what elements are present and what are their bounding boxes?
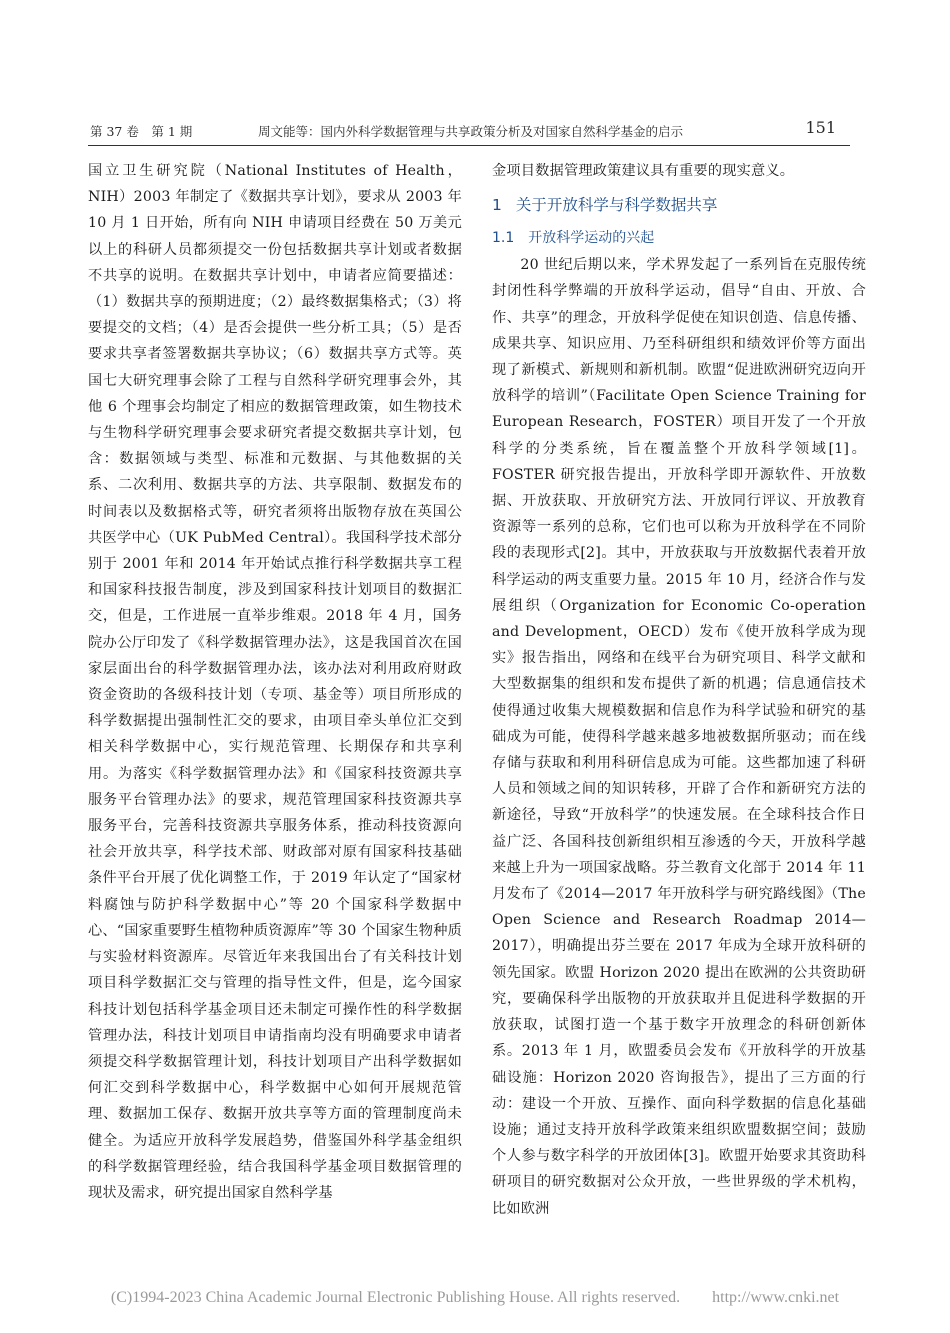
left-column (88, 158, 462, 1206)
copyright-footer: (C)1994-2023 China Academic Journal Electronic Publishing House. All rights reserved. http://www.cnki.net (110, 1289, 840, 1306)
section-title: 关于开放科学与科学数据共享 (515, 196, 718, 215)
subsection-heading (492, 224, 866, 252)
body-paragraph: 20 世纪后期以来，学术界发起了一系列旨在克服传统封闭性科学弊端的开放科学运动，倡导“自由、开放、合作、共享”的理念，开放科学促使在知识创造、信息传播、成果共享、知识应用、乃至科研组织和绩效评价等方面出现了新模式、新规则和新机制。欧盟“促进欧洲研究迈向开放科学的培训”（Facilitate Open Science Training for European Research，FOSTER）项目开发了一个开放科学的分类系统，旨在覆盖整个开放科学领域[1]。FOSTER 研究报告提出，开放科学即开源软件、开放数据、开放获取、开放研究方法、开放同行评议、开放教育资源等一系列的总称，它们也可以称为开放科学在不同阶段的表现形式[2]。其中，开放获取与开放数据代表着开放科学运动的两支重要力量。2015 年 10 月，经济合作与发展组织（Organization for Economic Co-operation and Development，OECD）发布《使开放科学成为现实》报告指出，网络和在线平台为研究项目、科学文献和大型数据集的组织和发布提供了新的机遇；信息通信技术使得通过收集大规模数据和信息作为科学试验和研究的基础成为可能，使得科学越来越多地被数据所驱动；而在线存储与获取和利用科研信息成为可能。这些都加速了科研人员和领域之间的知识转移，开辟了合作和新研究方法的新途径，导致“开放科学”的快速发展。在全球科技合作日益广泛、各国科技创新组织相互渗透的今天，开放科学越来越上升为一项国家战略。芬兰教育文化部于 2014 年 11 月发布了《2014—2017 年开放科学与研究路线图》（The Open Science and Research Roadmap 2014—2017），明确提出芬兰要在 2017 年成为全球开放科研的领先国家。欧盟 Horizon 2020 提出在欧洲的公共资助研究，要确保科学出版物的开放获取并且促进科学数据的开放获取，试图打造一个基于数字开放理念的科研创新体系。2013 年 1 月，欧盟委员会发布《开放科学的开放基础设施：Horizon 2020 咨询报告》，提出了三方面的行动：建设一个开放、互操作、面向科学数据的信息化基础设施；通过支持开放科学政策来组织欧盟数据空间；鼓励个人参与数字科学的开放团体[3]。欧盟开始要求其资助科研项目的研究数据对公众开放，一些世界级的学术机构，比如欧洲 (492, 257, 866, 1217)
body-paragraph: 国立卫生研究院（National Institutes of Health，NIH）2003 年制定了《数据共享计划》，要求从 2003 年 10 月 1 日开始，所有向 NIH 申请项目经费在 50 万美元以上的科研人员都须提交一份包括数据共享计划或者数据不共享的说明。在数据共享计划中，申请者应简要描述：（1）数据共享的预期进度；（2）最终数据集格式；（3）将要提交的文档；（4）是否会提供一些分析工具；（5）是否要求共享者签署数据共享协议；（6）数据共享方式等。英国七大研究理事会除了工程与自然科学研究理事会外，其他 6 个理事会均制定了相应的数据管理政策，如生物技术与生物科学研究理事会要求研究者提交数据共享计划，包含：数据领域与类型、标准和元数据、与其他数据的关系、二次利用、数据共享的方法、共享限制、数据发布的时间表以及数据格式等，研究者须将出版物存放在英国公共医学中心（UK PubMed Central）。我国科学技术部分别于 2001 年和 2014 年开始试点推行科学数据共享工程和国家科技报告制度，涉及到国家科技计划项目的数据汇交，但是，工作进展一直举步维艰。2018 年 4 月，国务院办公厅印发了《科学数据管理办法》，这是我国首次在国家层面出台的科学数据管理办法，该办法对利用政府财政资金资助的各级科技计划（专项、基金等）项目所形成的科学数据提出强制性汇交的要求，由项目牵头单位汇交到相关科学数据中心，实行规范管理、长期保存和共享利用。为落实《科学数据管理办法》和《国家科技资源共享服务平台管理办法》的要求，规范管理国家科技资源共享服务平台，完善科技资源共享服务体系，推动科技资源向社会开放共享，科学技术部、财政部对原有国家科技基础条件平台开展了优化调整工作，于 2019 年认定了“国家材料腐蚀与防护科学数据中心”等 20 个国家科学数据中心、“国家重要野生植物种质资源库”等 30 个国家生物种质与实验材料资源库。尽管近年来我国出台了有关科技计划项目科学数据汇交与管理的指导性文件，但是，迄今国家科技计划包括科学基金项目还未制定可操作性的科学数据管理办法，科技计划项目申请指南均没有明确要求申请者须提交科学数据管理计划，科技计划项目产出科学数据如何汇交到科学数据中心，科学数据中心如何开展规范管理、数据加工保存、数据开放共享等方面的管理制度尚未健全。为适应开放科学发展趋势，借鉴国外科学基金组织的科学数据管理经验，结合我国科学基金项目数据管理的现状及需求，研究提出国家自然科学基 (88, 163, 462, 1201)
subsection-number: 1.1 (492, 230, 515, 247)
section-heading (492, 190, 866, 220)
right-column (492, 158, 866, 1222)
volume-issue: 第 37 卷 第 1 期 (90, 124, 193, 139)
page-number: 151 (805, 118, 836, 137)
running-title: 周文能等：国内外科学数据管理与共享政策分析及对国家自然科学基金的启示 (258, 124, 684, 139)
running-header (88, 118, 850, 142)
continued-paragraph: 金项目数据管理政策建议具有重要的现实意义。 (492, 163, 795, 179)
subsection-title: 开放科学运动的兴起 (528, 230, 655, 247)
header-rule (88, 145, 850, 146)
section-number: 1 (492, 196, 502, 215)
